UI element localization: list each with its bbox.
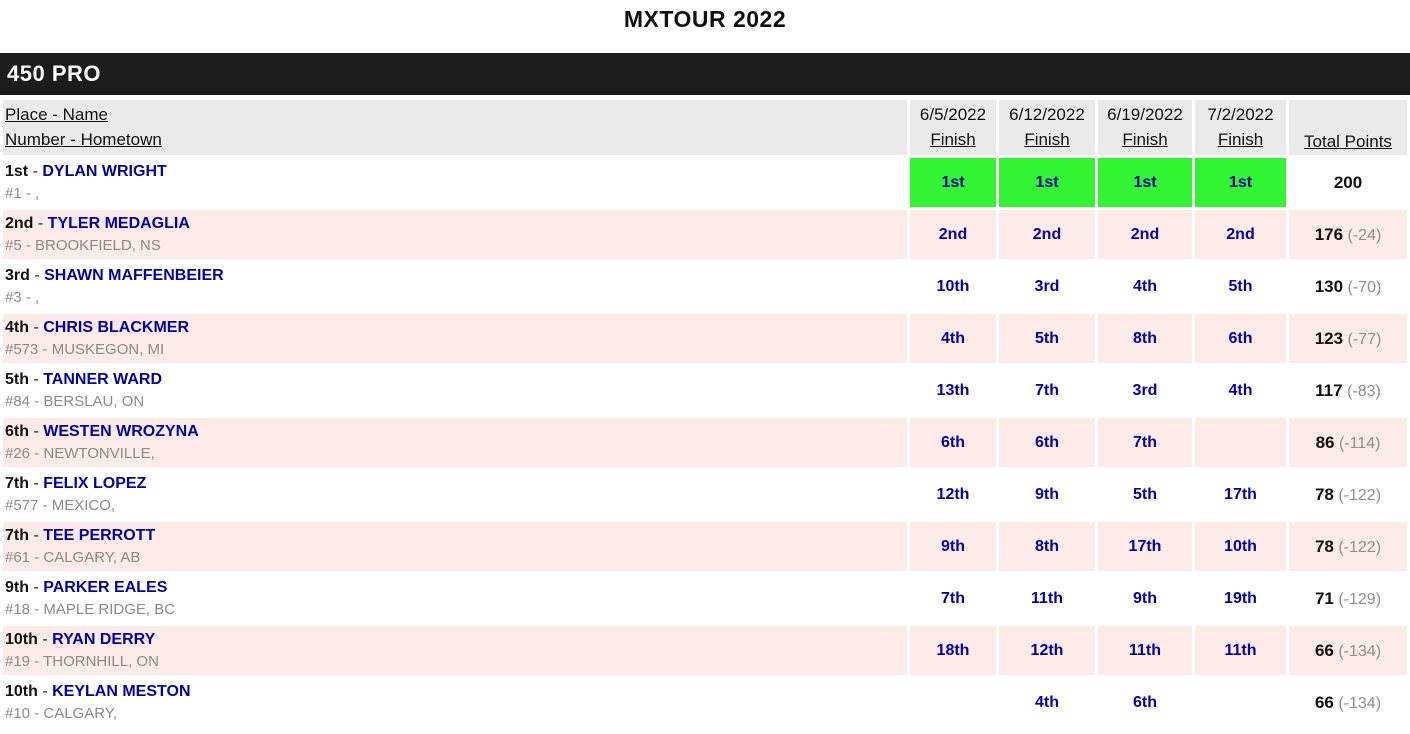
finish-cell-race-4: 10th — [1195, 522, 1286, 571]
total-points-cell — [1289, 262, 1407, 311]
sort-link-total-points[interactable]: Total Points — [1304, 132, 1392, 151]
points-behind-value: (-122) — [1338, 486, 1382, 504]
points-value: 200 — [1333, 172, 1363, 192]
sort-link-number-hometown[interactable]: Number - Hometown — [5, 130, 162, 149]
sort-link-finish-3[interactable]: Finish — [1122, 130, 1168, 149]
points-value: 71 — [1314, 588, 1334, 608]
separator: - — [29, 371, 44, 388]
finish-cell-race-4: 2nd — [1195, 210, 1286, 259]
finish-cell-race-2: 3rd — [999, 262, 1095, 311]
number-hometown-label: #1 - , — [5, 185, 40, 202]
finish-cell-race-3: 8th — [1098, 314, 1192, 363]
number-hometown-label: #10 - CALGARY, — [5, 705, 118, 722]
page-title: MXTOUR 2022 — [623, 6, 787, 32]
total-points-cell — [1289, 418, 1407, 467]
rider-name-link[interactable]: SHAWN MAFFENBEIER — [44, 267, 224, 284]
finish-cell-race-2: 11th — [999, 574, 1095, 623]
separator: - — [29, 527, 44, 544]
total-points-cell — [1289, 210, 1407, 259]
number-hometown-label: #577 - MEXICO, — [5, 497, 116, 514]
place-name-cell — [3, 314, 907, 363]
column-header-race-2 — [999, 100, 1095, 155]
finish-cell-race-4: 11th — [1195, 626, 1286, 675]
finish-cell-race-3: 7th — [1098, 418, 1192, 467]
place-name-cell — [3, 418, 907, 467]
points-behind-value: (-134) — [1338, 642, 1382, 660]
table-row — [3, 574, 1407, 623]
sort-link-finish-4[interactable]: Finish — [1217, 130, 1264, 149]
finish-cell-race-2: 9th — [999, 470, 1095, 519]
place-name-cell — [3, 158, 907, 207]
finish-cell-race-1 — [910, 678, 996, 727]
standings-table — [0, 97, 1410, 730]
finish-cell-race-3: 11th — [1098, 626, 1192, 675]
column-header-race-1 — [910, 100, 996, 155]
number-hometown-label: #5 - BROOKFIELD, NS — [5, 237, 161, 254]
finish-cell-race-3: 9th — [1098, 574, 1192, 623]
separator: - — [28, 163, 43, 180]
column-header-place-name — [3, 100, 907, 155]
number-hometown-label: #18 - MAPLE RIDGE, BC — [5, 601, 176, 618]
column-header-race-3 — [1098, 100, 1192, 155]
points-value: 176 — [1314, 224, 1344, 244]
finish-cell-race-4 — [1195, 678, 1286, 727]
total-points-cell — [1289, 158, 1407, 207]
separator: - — [29, 475, 44, 492]
place-label: 7th — [5, 527, 29, 544]
table-row — [3, 262, 1407, 311]
finish-cell-race-3: 1st — [1098, 158, 1192, 207]
finish-cell-race-1: 4th — [910, 314, 996, 363]
number-hometown-label: #61 - CALGARY, AB — [5, 549, 141, 566]
separator: - — [29, 579, 44, 596]
total-points-cell — [1289, 574, 1407, 623]
finish-cell-race-1: 6th — [910, 418, 996, 467]
race-date: 7/2/2022 — [1207, 105, 1274, 124]
number-hometown-label: #84 - BERSLAU, ON — [5, 393, 145, 410]
points-value: 66 — [1314, 640, 1334, 660]
finish-cell-race-2: 8th — [999, 522, 1095, 571]
column-header-total-points — [1289, 100, 1407, 155]
finish-cell-race-1: 9th — [910, 522, 996, 571]
place-name-cell — [3, 470, 907, 519]
table-row — [3, 522, 1407, 571]
finish-cell-race-4: 5th — [1195, 262, 1286, 311]
rider-name-link[interactable]: TYLER MEDAGLIA — [47, 215, 190, 232]
points-value: 123 — [1314, 328, 1344, 348]
points-behind-value: (-70) — [1347, 278, 1382, 296]
finish-cell-race-2: 5th — [999, 314, 1095, 363]
total-points-cell — [1289, 626, 1407, 675]
sort-link-finish-2[interactable]: Finish — [1024, 130, 1070, 149]
finish-cell-race-3: 6th — [1098, 678, 1192, 727]
points-behind-value: (-134) — [1338, 694, 1382, 712]
points-value: 66 — [1314, 692, 1334, 712]
column-header-race-4 — [1195, 100, 1286, 155]
place-label: 3rd — [5, 267, 30, 284]
finish-cell-race-1: 10th — [910, 262, 996, 311]
total-points-cell — [1289, 314, 1407, 363]
finish-cell-race-4: 6th — [1195, 314, 1286, 363]
section-header-450-pro: 450 PRO — [0, 53, 1410, 95]
finish-cell-race-4 — [1195, 418, 1286, 467]
number-hometown-label: #26 - NEWTONVILLE, — [5, 445, 155, 462]
number-hometown-label: #3 - , — [5, 289, 40, 306]
table-row — [3, 366, 1407, 415]
finish-cell-race-4: 19th — [1195, 574, 1286, 623]
total-points-cell — [1289, 522, 1407, 571]
points-value: 78 — [1314, 484, 1334, 504]
table-row — [3, 626, 1407, 675]
rider-name-link[interactable]: CHRIS BLACKMER — [43, 319, 189, 336]
sort-link-place-name[interactable]: Place - Name — [5, 105, 108, 124]
finish-cell-race-3: 17th — [1098, 522, 1192, 571]
rider-name-link[interactable]: PARKER EALES — [43, 579, 168, 596]
place-name-cell — [3, 210, 907, 259]
finish-cell-race-2: 6th — [999, 418, 1095, 467]
total-points-cell — [1289, 470, 1407, 519]
finish-cell-race-1: 2nd — [910, 210, 996, 259]
points-value: 86 — [1315, 432, 1335, 452]
race-date: 6/5/2022 — [919, 105, 987, 124]
points-behind-value: (-77) — [1347, 330, 1382, 348]
finish-cell-race-4: 4th — [1195, 366, 1286, 415]
points-behind-value: (-83) — [1347, 382, 1381, 400]
table-row — [3, 678, 1407, 727]
place-label: 7th — [5, 475, 29, 492]
finish-cell-race-2: 12th — [999, 626, 1095, 675]
total-points-cell — [1289, 366, 1407, 415]
finish-cell-race-2: 2nd — [999, 210, 1095, 259]
table-header-row — [3, 100, 1407, 155]
sort-link-finish-1[interactable]: Finish — [930, 130, 976, 149]
place-label: 6th — [5, 423, 29, 440]
points-behind-value: (-24) — [1347, 226, 1382, 244]
rider-name-link[interactable]: FELIX LOPEZ — [43, 475, 147, 492]
separator: - — [29, 267, 45, 284]
finish-cell-race-1: 12th — [910, 470, 996, 519]
finish-cell-race-3: 3rd — [1098, 366, 1192, 415]
race-date: 6/19/2022 — [1107, 105, 1183, 124]
points-behind-value: (-122) — [1338, 538, 1382, 556]
place-label: 10th — [5, 631, 38, 648]
finish-cell-race-1: 18th — [910, 626, 996, 675]
rider-name-link[interactable]: KEYLAN MESTON — [52, 683, 191, 700]
place-name-cell — [3, 366, 907, 415]
finish-cell-race-2: 4th — [999, 678, 1095, 727]
finish-cell-race-2: 7th — [999, 366, 1095, 415]
points-behind-value: (-129) — [1338, 590, 1382, 608]
finish-cell-race-4: 1st — [1195, 158, 1286, 207]
points-value: 117 — [1315, 380, 1343, 400]
table-row — [3, 314, 1407, 363]
separator: - — [33, 215, 48, 232]
place-label: 2nd — [5, 215, 34, 232]
place-name-cell — [3, 522, 907, 571]
number-hometown-label: #573 - MUSKEGON, MI — [5, 341, 165, 358]
number-hometown-label: #19 - THORNHILL, ON — [5, 653, 159, 670]
place-label: 5th — [5, 371, 29, 388]
finish-cell-race-3: 5th — [1098, 470, 1192, 519]
table-row — [3, 470, 1407, 519]
separator: - — [29, 423, 44, 440]
finish-cell-race-3: 2nd — [1098, 210, 1192, 259]
place-name-cell — [3, 574, 907, 623]
points-value: 78 — [1314, 536, 1334, 556]
finish-cell-race-1: 7th — [910, 574, 996, 623]
separator: - — [37, 683, 53, 700]
rider-name-link[interactable]: RYAN DERRY — [52, 631, 156, 648]
finish-cell-race-4: 17th — [1195, 470, 1286, 519]
place-label: 10th — [5, 683, 38, 700]
table-row — [3, 210, 1407, 259]
table-row — [3, 418, 1407, 467]
separator: - — [29, 319, 44, 336]
finish-cell-race-1: 1st — [910, 158, 996, 207]
rider-name-link[interactable]: WESTEN WROZYNA — [43, 423, 199, 440]
finish-cell-race-2: 1st — [999, 158, 1095, 207]
table-row — [3, 158, 1407, 207]
place-label: 9th — [5, 579, 29, 596]
rider-name-link[interactable]: TANNER WARD — [43, 371, 163, 388]
race-date: 6/12/2022 — [1009, 105, 1085, 124]
place-label: 1st — [5, 163, 29, 180]
rider-name-link[interactable]: DYLAN WRIGHT — [42, 163, 167, 180]
place-name-cell — [3, 678, 907, 727]
place-label: 4th — [5, 319, 29, 336]
total-points-cell — [1289, 678, 1407, 727]
finish-cell-race-1: 13th — [910, 366, 996, 415]
finish-cell-race-3: 4th — [1098, 262, 1192, 311]
place-name-cell — [3, 262, 907, 311]
separator: - — [37, 631, 53, 648]
place-name-cell — [3, 626, 907, 675]
points-value: 130 — [1314, 276, 1344, 296]
points-behind-value: (-114) — [1338, 434, 1381, 452]
rider-name-link[interactable]: TEE PERROTT — [43, 527, 156, 544]
